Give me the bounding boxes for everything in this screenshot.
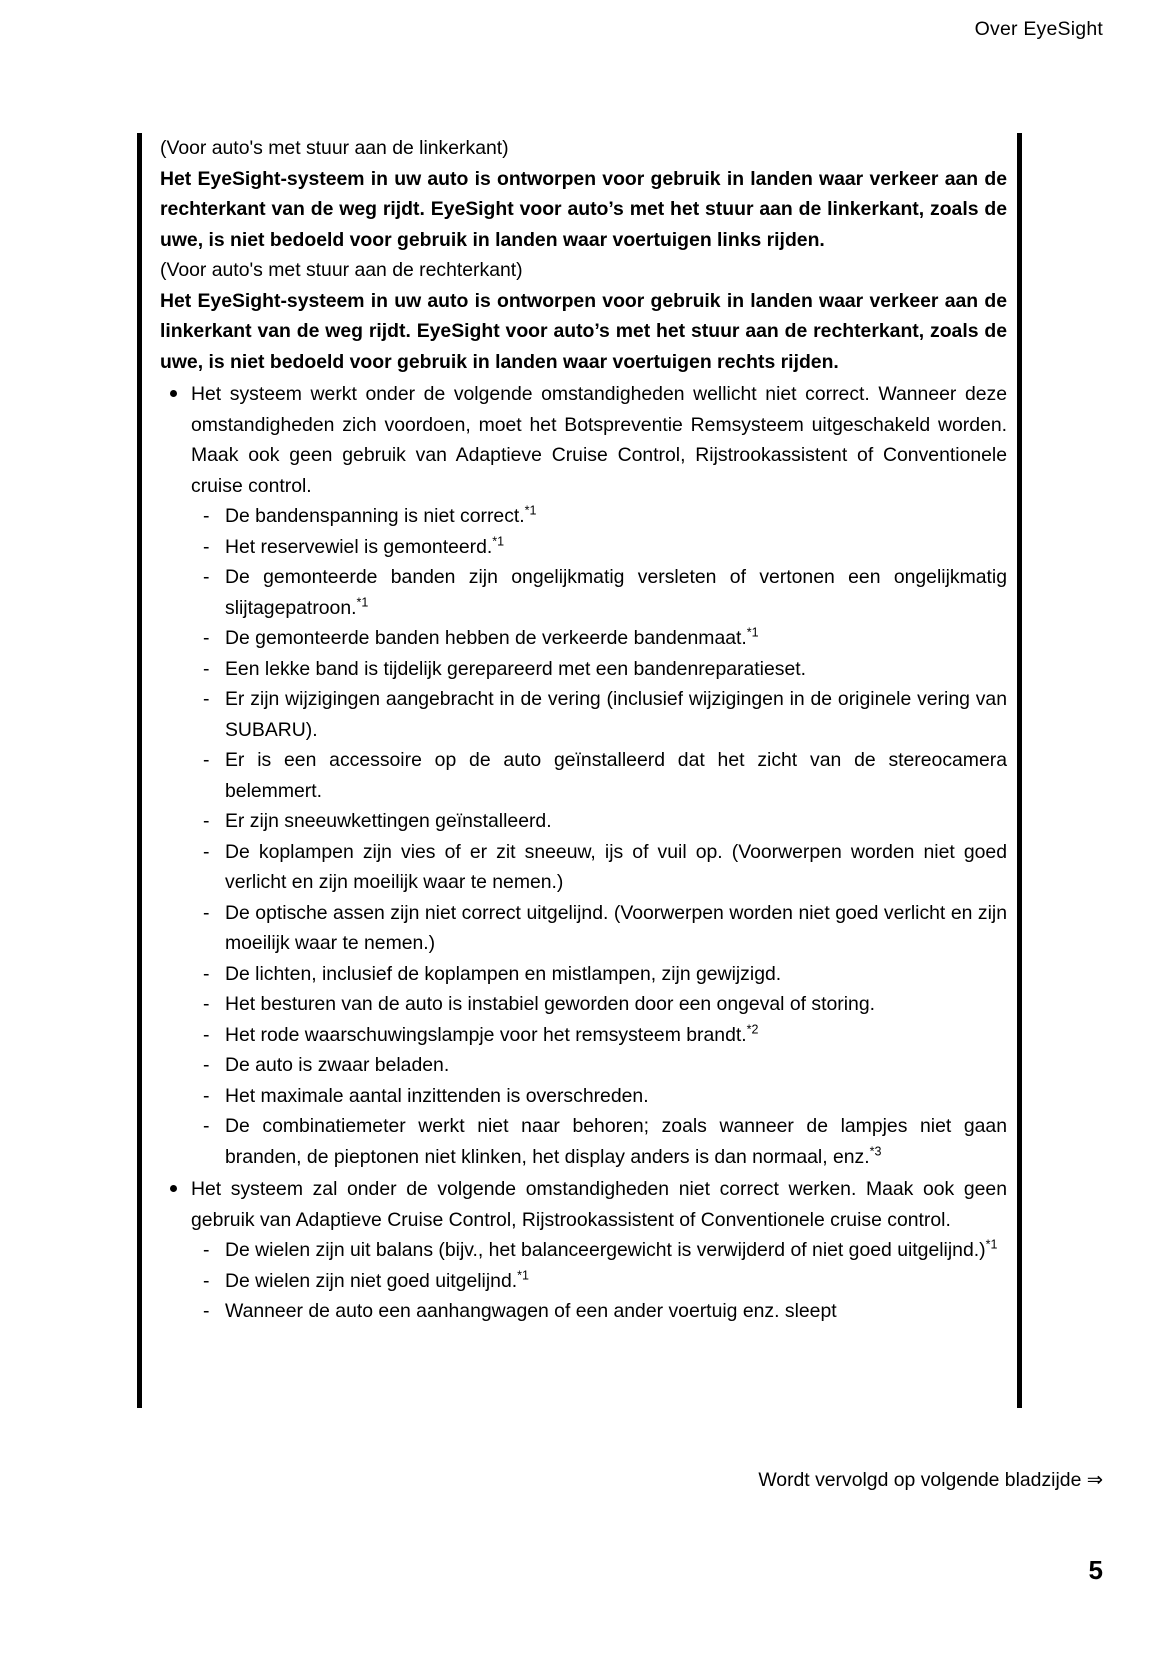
- dash-marker: -: [203, 688, 210, 710]
- list-item: [191, 1081, 1007, 1112]
- dash-text: De combinatiemeter werkt niet naar behoren; zoals wanneer de lampjes niet gaan branden, de pieptonen niet klinken, het display anders is dan normaal, enz.: [225, 1115, 1007, 1168]
- list-item: [191, 806, 1007, 837]
- dash-marker: -: [203, 566, 210, 588]
- footnote-marker: *1: [492, 534, 505, 549]
- dash-marker: -: [203, 1239, 210, 1261]
- intro-right-hand-drive: (Voor auto's met stuur aan de rechterkant): [160, 259, 523, 281]
- list-item: [191, 837, 1007, 898]
- dash-marker: -: [203, 901, 210, 924]
- dash-text: Het reservewiel is gemonteerd.: [225, 535, 493, 558]
- list-item: [191, 1296, 1007, 1327]
- dash-text: Wanneer de auto een aanhangwagen of een ander voertuig enz. sleept: [225, 1300, 837, 1322]
- dash-text: Er zijn wijzigingen aangebracht in de vering (inclusief wijzigingen in de originele vering van SUBARU).: [225, 688, 1007, 741]
- dash-text: De koplampen zijn vies of er zit sneeuw, ijs of vuil op. (Voorwerpen worden niet goed verlicht en zijn moeilijk waar te nemen.): [225, 840, 1007, 893]
- list-item: [191, 1020, 1007, 1051]
- bullet-text: Het systeem werkt onder de volgende omstandigheden wellicht niet correct. Wanneer deze omstandigheden zich voordoen, moet het Botspreventie Remsysteem uitgeschakeld worden. Maak ook geen gebruik van Adaptieve Cruise Control, Rijstrookassistent of Conventionele cruise control.: [191, 383, 1007, 497]
- footnote-marker: *1: [517, 1268, 529, 1283]
- list-item: [191, 1235, 1007, 1266]
- list-item: [191, 989, 1007, 1020]
- dash-marker: -: [203, 1300, 210, 1322]
- list-item: [191, 654, 1007, 685]
- list-item: [160, 1174, 1007, 1327]
- dash-marker: -: [203, 1115, 210, 1137]
- list-item: [191, 684, 1007, 745]
- dash-text: De auto is zwaar beladen.: [225, 1054, 450, 1076]
- list-item: [191, 623, 1007, 654]
- page-content: [137, 133, 1025, 1327]
- dash-marker: -: [203, 505, 210, 527]
- dash-text: De lichten, inclusief de koplampen en mistlampen, zijn gewijzigd.: [225, 962, 782, 985]
- list-item: [191, 501, 1007, 532]
- dash-text: Het besturen van de auto is instabiel geworden door een ongeval of storing.: [225, 993, 876, 1015]
- footnote-marker: *1: [746, 625, 759, 640]
- page-header: Over EyeSight: [974, 18, 1103, 40]
- bullet-text: Het systeem zal onder de volgende omstandigheden niet correct werken. Maak ook geen gebruik van Adaptieve Cruise Control, Rijstrookassistent of Conventionele cruise control.: [191, 1178, 1007, 1231]
- warning-right-hand-drive: Het EyeSight-systeem in uw auto is ontworpen voor gebruik in landen waar verkeer aan de linkerkant van de weg rijdt. EyeSight voor auto’s met het stuur aan de rechterkant, zoals de uwe, is niet bedoeld voor gebruik in landen waar voertuigen rechts rijden.: [160, 289, 1007, 373]
- dash-text: De wielen zijn niet goed uitgelijnd.: [225, 1269, 518, 1292]
- list-item: [191, 1266, 1007, 1297]
- page-number: 5: [1088, 1555, 1103, 1585]
- dash-marker: -: [203, 1054, 210, 1076]
- list-item: [191, 898, 1007, 959]
- dash-marker: -: [203, 627, 210, 649]
- dash-text: De bandenspanning is niet correct.: [225, 505, 525, 527]
- dash-text: De wielen zijn uit balans (bijv., het balanceergewicht is verwijderd of niet goed uitgelijnd.): [225, 1239, 986, 1261]
- condition-list: [160, 379, 1007, 1327]
- dash-marker: -: [203, 749, 210, 771]
- footnote-marker: *2: [746, 1022, 759, 1037]
- dash-marker: -: [203, 1269, 210, 1292]
- footnote-marker: *1: [356, 595, 369, 610]
- list-item: [160, 379, 1007, 1172]
- dash-marker: -: [203, 962, 210, 985]
- dash-marker: -: [203, 1023, 210, 1046]
- list-item: [191, 562, 1007, 623]
- dash-text: Het maximale aantal inzittenden is overschreden.: [225, 1084, 649, 1107]
- dash-marker: -: [203, 810, 210, 832]
- dash-marker: -: [203, 840, 210, 863]
- dash-text: Er is een accessoire op de auto geïnstalleerd dat het zicht van de stereocamera belemmert.: [225, 749, 1007, 802]
- bullet-dot-icon: [170, 1185, 177, 1192]
- dash-text: Een lekke band is tijdelijk gerepareerd met een bandenreparatieset.: [225, 657, 807, 680]
- footnote-marker: *1: [524, 503, 537, 518]
- dash-text: De gemonteerde banden hebben de verkeerde bandenmaat.: [225, 627, 747, 649]
- warning-left-hand-drive: Het EyeSight-systeem in uw auto is ontworpen voor gebruik in landen waar verkeer aan de rechterkant van de weg rijdt. EyeSight voor auto’s met het stuur aan de linkerkant, zoals de uwe, is niet bedoeld voor gebruik in landen waar voertuigen links rijden.: [160, 167, 1007, 251]
- list-item: [191, 1050, 1007, 1081]
- sub-condition-list-2: [191, 1235, 1007, 1327]
- dash-text: De gemonteerde banden zijn ongelijkmatig versleten of vertonen een ongelijkmatig slijtagepatroon.: [225, 566, 1007, 619]
- list-item: [191, 1111, 1007, 1172]
- dash-text: Het rode waarschuwingslampje voor het remsysteem brandt.: [225, 1023, 747, 1046]
- footnote-marker: *3: [869, 1144, 882, 1159]
- list-item: [191, 745, 1007, 806]
- dash-marker: -: [203, 993, 210, 1015]
- dash-text: Er zijn sneeuwkettingen geïnstalleerd.: [225, 810, 552, 832]
- list-item: [191, 532, 1007, 563]
- intro-left-hand-drive: (Voor auto's met stuur aan de linkerkant): [160, 137, 509, 159]
- body-text: [137, 133, 1025, 1327]
- dash-marker: -: [203, 1084, 210, 1107]
- dash-marker: -: [203, 657, 210, 680]
- dash-marker: -: [203, 535, 210, 558]
- dash-text: De optische assen zijn niet correct uitgelijnd. (Voorwerpen worden niet goed verlicht en zijn moeilijk waar te nemen.): [225, 901, 1007, 954]
- bullet-dot-icon: [170, 390, 177, 397]
- continued-note: Wordt vervolgd op volgende bladzijde ⇒: [758, 1469, 1103, 1491]
- sub-condition-list-1: [191, 501, 1007, 1172]
- footnote-marker: *1: [985, 1237, 998, 1252]
- list-item: [191, 959, 1007, 990]
